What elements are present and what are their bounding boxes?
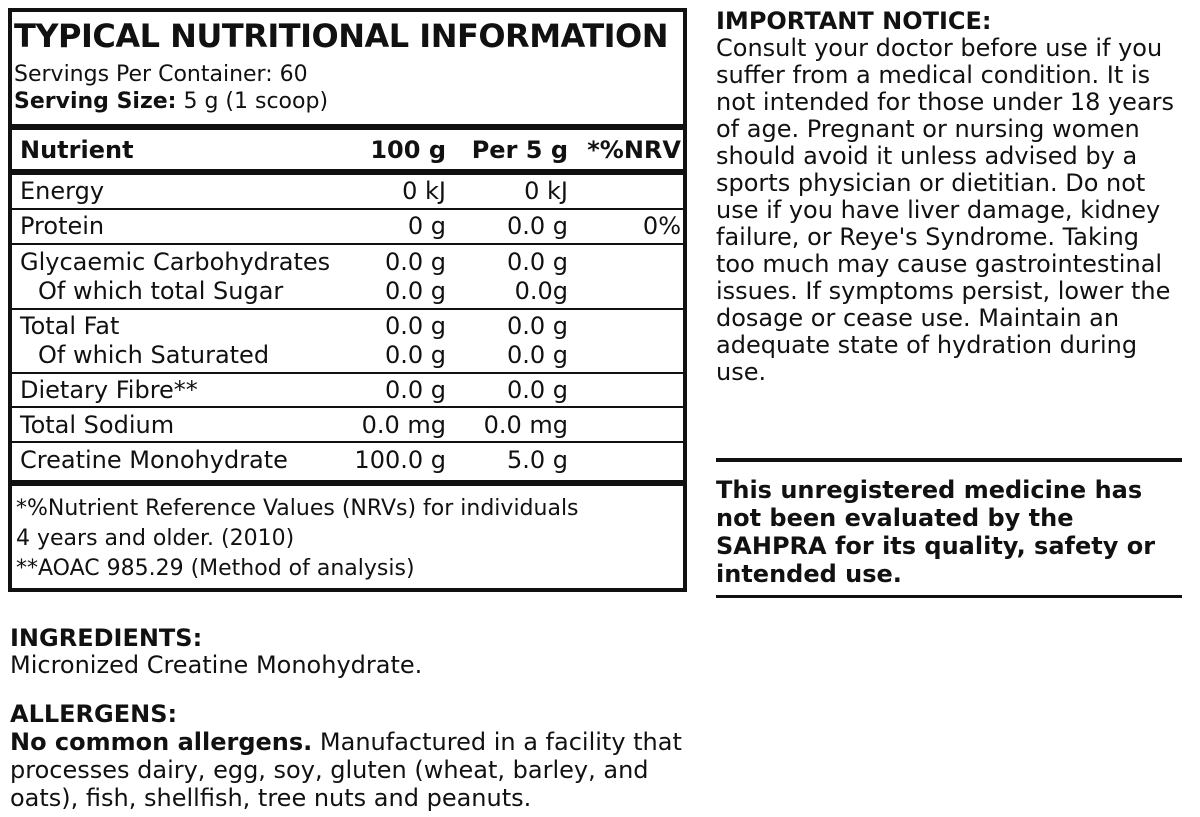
row-divider bbox=[12, 441, 683, 443]
row-fat-per5g: 0.0 g bbox=[506, 312, 568, 340]
allergens-text bbox=[10, 728, 690, 812]
footnote-nrv: *%Nutrient Reference Values (NRVs) for individuals bbox=[16, 496, 579, 521]
col-100g: 100 g bbox=[370, 136, 446, 164]
col-nutrient: Nutrient bbox=[20, 136, 134, 164]
row-protein-nrv: 0% bbox=[642, 212, 681, 240]
row-fibre-per5g: 0.0 g bbox=[506, 376, 568, 404]
row-sodium-100g: 0.0 mg bbox=[361, 411, 446, 439]
row-fibre-name: Dietary Fibre** bbox=[20, 376, 198, 404]
registration-top-rule bbox=[716, 458, 1182, 462]
header-rule bbox=[12, 124, 683, 130]
notice-title: IMPORTANT NOTICE: bbox=[716, 7, 992, 35]
row-carbs-per5g: 0.0 g bbox=[506, 248, 568, 276]
row-carbs-name: Glycaemic Carbohydrates bbox=[20, 248, 331, 276]
row-saturated-100g: 0.0 g bbox=[384, 341, 446, 369]
row-divider bbox=[12, 243, 683, 245]
row-saturated-name: Of which Saturated bbox=[38, 341, 270, 369]
row-fat-100g: 0.0 g bbox=[384, 312, 446, 340]
row-sugar-name: Of which total Sugar bbox=[38, 277, 284, 305]
ingredients-heading: INGREDIENTS: bbox=[10, 624, 203, 652]
row-energy-100g: 0 kJ bbox=[402, 177, 446, 205]
row-creatine-name: Creatine Monohydrate bbox=[20, 446, 288, 474]
row-divider bbox=[12, 406, 683, 408]
col-nrv: *%NRV bbox=[587, 136, 681, 164]
row-sugar-100g: 0.0 g bbox=[384, 277, 446, 305]
col-per5g: Per 5 g bbox=[471, 136, 568, 164]
row-sugar-per5g: 0.0g bbox=[514, 277, 568, 305]
nutrition-title: TYPICAL NUTRITIONAL INFORMATION bbox=[14, 17, 669, 55]
row-protein-100g: 0 g bbox=[407, 212, 446, 240]
row-sodium-name: Total Sodium bbox=[20, 411, 175, 439]
registration-statement: This unregistered medicine has not been evaluated by the SAHPRA for its quality, safety or intended use. bbox=[716, 476, 1156, 588]
row-energy-name: Energy bbox=[20, 177, 105, 205]
footnote-rule bbox=[12, 480, 683, 486]
row-saturated-per5g: 0.0 g bbox=[506, 341, 568, 369]
ingredients-text: Micronized Creatine Monohydrate. bbox=[10, 651, 423, 679]
serving-size bbox=[14, 89, 328, 115]
important-notice bbox=[716, 8, 1176, 386]
row-protein-name: Protein bbox=[20, 212, 105, 240]
row-fibre-100g: 0.0 g bbox=[384, 376, 446, 404]
footnote-aoac: **AOAC 985.29 (Method of analysis) bbox=[16, 556, 415, 581]
row-fat-name: Total Fat bbox=[20, 312, 120, 340]
servings-per-container: Servings Per Container: 60 bbox=[14, 62, 308, 87]
row-energy-per5g: 0 kJ bbox=[524, 177, 568, 205]
notice-text: Consult your doctor before use if you suffer from a medical condition. It is not intended for those under 18 years of age. Pregnant or nursing women should avoid it unless advised by a sports physician or dietitian. Do not use if you have liver damage, kidney failure, or Reye's Syndrome. Taking too much may cause gastrointestinal issues. If symptoms persist, lower the dosage or cease use. Maintain an adequate state of hydration during use. bbox=[716, 34, 1175, 386]
row-sodium-per5g: 0.0 mg bbox=[483, 411, 568, 439]
serving-size-label: Serving Size: bbox=[14, 89, 177, 114]
row-carbs-100g: 0.0 g bbox=[384, 248, 446, 276]
row-protein-per5g: 0.0 g bbox=[506, 212, 568, 240]
registration-bottom-rule bbox=[716, 595, 1182, 598]
allergens-heading: ALLERGENS: bbox=[10, 700, 178, 728]
row-creatine-per5g: 5.0 g bbox=[506, 446, 568, 474]
serving-size-value: 5 g (1 scoop) bbox=[176, 89, 329, 114]
footnote-nrv-age: 4 years and older. (2010) bbox=[16, 526, 295, 551]
allergens-bold: No common allergens. bbox=[10, 728, 313, 756]
row-creatine-100g: 100.0 g bbox=[354, 446, 446, 474]
allergens-detail: Manufactured in a facility that processes dairy, egg, soy, gluten (wheat, barley, and oats), fish, shellfish, tree nuts and peanuts. bbox=[10, 728, 682, 812]
